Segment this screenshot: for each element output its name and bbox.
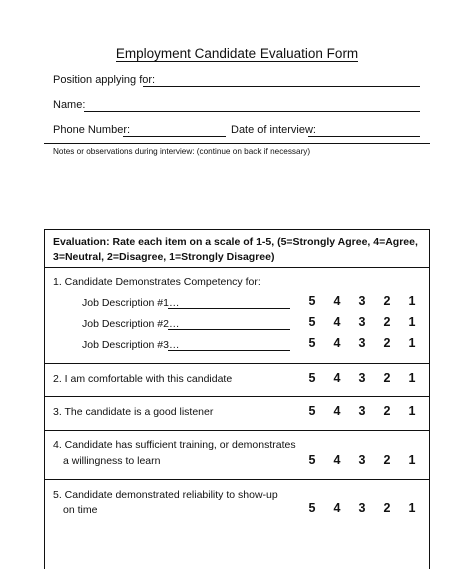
evaluation-header-line2: 3=Neutral, 2=Disagree, 1=Strongly Disagree) — [53, 251, 275, 263]
question-1: 1. Candidate Demonstrates Competency for: — [53, 276, 261, 288]
notes-divider — [44, 143, 430, 144]
name-label: Name: — [53, 99, 86, 111]
rating-5[interactable]: 5 — [308, 336, 316, 350]
rating-1[interactable]: 1 — [408, 404, 416, 418]
question-3: 3. The candidate is a good listener — [53, 406, 214, 418]
phone-field[interactable] — [123, 136, 226, 137]
position-label: Position applying for: — [53, 74, 156, 86]
rating-1[interactable]: 1 — [408, 371, 416, 385]
job-description-2: Job Description #2… — [82, 318, 180, 330]
notes-label: Notes or observations during interview: (continue on back if necessary) — [53, 147, 311, 156]
row-rule-2 — [44, 396, 430, 397]
rating-scale-job-1[interactable] — [300, 294, 424, 308]
rating-5[interactable]: 5 — [308, 371, 316, 385]
rating-scale-q4[interactable] — [300, 453, 424, 467]
evaluation-top-rule — [44, 229, 430, 230]
evaluation-header-line1: Evaluation: Rate each item on a scale of 1-5, (5=Strongly Agree, 4=Agree, — [53, 236, 418, 248]
question-4-line2: a willingness to learn — [63, 455, 161, 467]
rating-1[interactable]: 1 — [408, 336, 416, 350]
rating-4[interactable]: 4 — [333, 453, 341, 467]
rating-3[interactable]: 3 — [358, 371, 366, 385]
rating-2[interactable]: 2 — [383, 404, 391, 418]
question-5-line2: on time — [63, 504, 98, 516]
rating-3[interactable]: 3 — [358, 501, 366, 515]
rating-4[interactable]: 4 — [333, 294, 341, 308]
rating-5[interactable]: 5 — [308, 315, 316, 329]
rating-3[interactable]: 3 — [358, 336, 366, 350]
rating-4[interactable]: 4 — [333, 336, 341, 350]
rating-5[interactable]: 5 — [308, 294, 316, 308]
rating-5[interactable]: 5 — [308, 404, 316, 418]
rating-2[interactable]: 2 — [383, 453, 391, 467]
rating-4[interactable]: 4 — [333, 501, 341, 515]
question-2: 2. I am comfortable with this candidate — [53, 373, 233, 385]
rating-2[interactable]: 2 — [383, 315, 391, 329]
rating-2[interactable]: 2 — [383, 294, 391, 308]
rating-2[interactable]: 2 — [383, 501, 391, 515]
row-rule-1 — [44, 363, 430, 364]
rating-3[interactable]: 3 — [358, 294, 366, 308]
rating-5[interactable]: 5 — [308, 453, 316, 467]
job-description-1: Job Description #1… — [82, 297, 180, 309]
date-label: Date of interview: — [231, 124, 316, 136]
question-4-line1: 4. Candidate has sufficient training, or demonstrates — [53, 439, 296, 451]
job-description-3-field[interactable] — [168, 350, 290, 351]
rating-scale-q2[interactable] — [300, 371, 424, 385]
position-field[interactable] — [143, 86, 420, 87]
rating-4[interactable]: 4 — [333, 371, 341, 385]
rating-3[interactable]: 3 — [358, 404, 366, 418]
rating-1[interactable]: 1 — [408, 315, 416, 329]
rating-scale-job-3[interactable] — [300, 336, 424, 350]
rating-1[interactable]: 1 — [408, 453, 416, 467]
rating-2[interactable]: 2 — [383, 336, 391, 350]
rating-scale-job-2[interactable] — [300, 315, 424, 329]
rating-3[interactable]: 3 — [358, 453, 366, 467]
job-description-2-field[interactable] — [168, 329, 290, 330]
row-rule-3 — [44, 430, 430, 431]
job-description-3: Job Description #3… — [82, 339, 180, 351]
rating-1[interactable]: 1 — [408, 501, 416, 515]
rating-4[interactable]: 4 — [333, 404, 341, 418]
rating-4[interactable]: 4 — [333, 315, 341, 329]
form-title-text: Employment Candidate Evaluation Form — [115, 46, 359, 61]
name-field[interactable] — [84, 111, 420, 112]
rating-3[interactable]: 3 — [358, 315, 366, 329]
date-field[interactable] — [308, 136, 420, 137]
question-5-line1: 5. Candidate demonstrated reliability to show-up — [53, 489, 278, 501]
rating-5[interactable]: 5 — [308, 501, 316, 515]
rating-1[interactable]: 1 — [408, 294, 416, 308]
rating-scale-q3[interactable] — [300, 404, 424, 418]
rating-scale-q5[interactable] — [300, 501, 424, 515]
evaluation-header-rule — [44, 267, 430, 268]
form-title — [0, 46, 474, 61]
row-rule-4 — [44, 479, 430, 480]
job-description-1-field[interactable] — [168, 308, 290, 309]
rating-2[interactable]: 2 — [383, 371, 391, 385]
phone-label: Phone Number: — [53, 124, 131, 136]
